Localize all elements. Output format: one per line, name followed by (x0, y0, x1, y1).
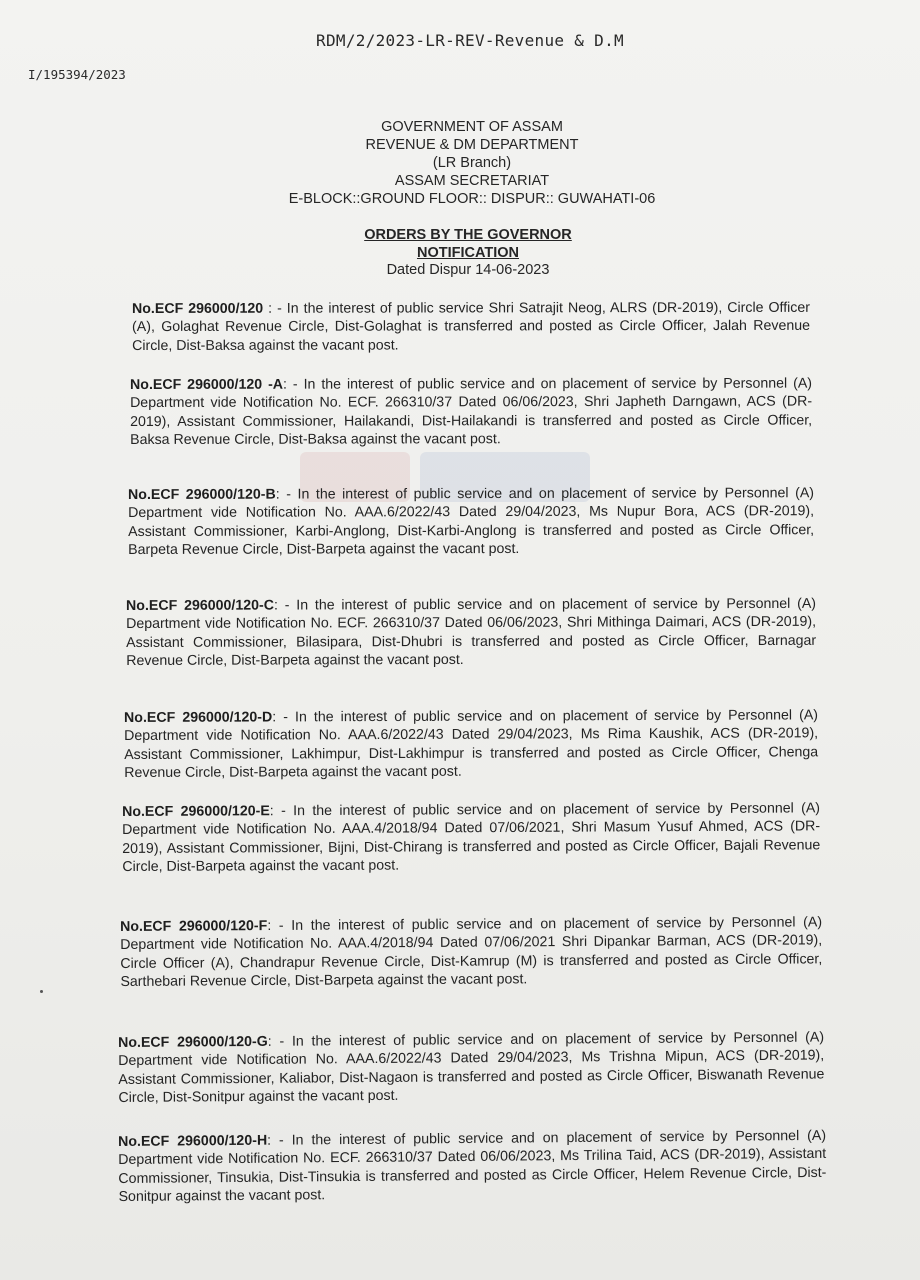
letterhead (0, 118, 920, 208)
stray-mark (40, 990, 43, 993)
notification-number: No.ECF 296000/120-G (118, 1033, 268, 1051)
notification-paragraph-3 (128, 484, 814, 559)
notification-number: No.ECF 296000/120-D (124, 709, 273, 726)
notification-paragraph-6 (122, 799, 820, 876)
notification-number: No.ECF 296000/120-C (126, 597, 275, 614)
notification-paragraph-4 (126, 595, 816, 671)
letterhead-government: GOVERNMENT OF ASSAM (381, 119, 563, 135)
letterhead-branch: (LR Branch) (432, 155, 512, 171)
notification-text: : - In the interest of public service and on placement of service by Personnel (A) Department vide Notification No. AAA.4/2018/94 Dated 07/06/2021, Shri Masum Yusuf Ahmed, ACS (DR-2019), Assistant Commissioner, Bijni, Dist-Chirang is transferred and posted as Circle Officer, Bajali Revenue Circle, Dist-Barpeta against the vacant post. (122, 800, 821, 876)
notification-text: : - In the interest of public service Shri Satrajit Neog, ALRS (DR-2019), Circle Officer (A), Golaghat Revenue Circle, Dist-Golaghat is transferred and posted as Circle Officer, Jalah Revenue Circle, Dist-Baksa against the vacant post. (132, 299, 811, 354)
letterhead-address: E-BLOCK::GROUND FLOOR:: DISPUR:: GUWAHATI-06 (288, 191, 656, 207)
notification-paragraph-5 (124, 706, 818, 782)
file-reference-header: RDM/2/2023-LR-REV-Revenue & D.M (316, 31, 624, 50)
notification-number: No.ECF 296000/120-B (128, 486, 276, 503)
orders-heading (0, 227, 920, 280)
notification-paragraph-7 (120, 913, 822, 991)
notification-number: No.ECF 296000/120-H (118, 1132, 268, 1150)
notification-number: No.ECF 296000/120-E (122, 803, 270, 820)
notification-text: : - In the interest of public service and on placement of service by Personnel (A) Department vide Notification No. AAA.4/2018/94 Dated 07/06/2021 Shri Dipankar Barman, ACS (DR-2019), Circle Officer (A), Chandrapur Revenue Circle, Dist-Kamrup (M) is transferred and posted as Circle Officer, Sarthebari Revenue Circle, Dist-Barpeta against the vacant post. (120, 914, 823, 991)
letterhead-department: REVENUE & DM DEPARTMENT (365, 137, 579, 153)
notification-number: No.ECF 296000/120-F (120, 918, 268, 935)
notification-text: : - In the interest of public service and on placement of service by Personnel (A) Department vide Notification No. AAA.6/2022/43 Dated 29/04/2023, Ms Rima Kaushik, ACS (DR-2019), Assistant Commissioner, Lakhimpur, Dist-Lakhimpur is transferred and posted as Circle Officer, Chenga Revenue Circle, Dist-Barpeta against the vacant post. (124, 707, 819, 782)
notification-text: : - In the interest of public service and on placement of service by Personnel (A) Department vide Notification No. ECF. 266310/37 Dated 06/06/2023, Ms Trilina Taid, ACS (DR-2019), Assistant Commissioner, Tinsukia, Dist-Tinsukia is transferred and posted as Circle Officer, Helem Revenue Circle, Dist-Sonitpur against the vacant post. (118, 1127, 827, 1206)
notification-number: No.ECF 296000/120 (132, 300, 264, 317)
letterhead-secretariat: ASSAM SECRETARIAT (394, 173, 550, 189)
notification-date: Dated Dispur 14-06-2023 (386, 262, 550, 278)
notification-text: : - In the interest of public service and on placement of service by Personnel (A) Department vide Notification No. AAA.6/2022/43 Dated 29/04/2023, Ms Trishna Mipun, ACS (DR-2019), Assistant Commissioner, Kaliabor, Dist-Nagaon is transferred and posted as Circle Officer, Biswanath Revenue Circle, Dist-Sonitpur against the vacant post. (118, 1029, 825, 1107)
document-reference-number: I/195394/2023 (28, 67, 126, 82)
notification-paragraph-9 (118, 1127, 827, 1207)
notification-text: : - In the interest of public service and on placement of service by Personnel (A) Department vide Notification No. ECF. 266310/37 Dated 06/06/2023, Shri Japheth Darngawn, ACS (DR-2019), Assistant Commissioner, Hailakandi, Dist-Hailakandi is transferred and posted as Circle Officer, Baksa Revenue Circle, Dist-Baksa against the vacant post. (130, 375, 813, 449)
orders-title: ORDERS BY THE GOVERNOR (364, 227, 572, 243)
notification-paragraph-1 (132, 299, 810, 355)
notification-paragraph-8 (118, 1028, 825, 1107)
notification-title: NOTIFICATION (416, 244, 520, 261)
notification-text: : - In the interest of public service and on placement of service by Personnel (A) Department vide Notification No. ECF. 266310/37 Dated 06/06/2023, Shri Mithinga Daimari, ACS (DR-2019), Assistant Commissioner, Bilasipara, Dist-Dhubri is transferred and posted as Circle Officer, Barnagar Revenue Circle, Dist-Barpeta against the vacant post. (126, 595, 817, 670)
notification-number: No.ECF 296000/120 -A (130, 376, 284, 393)
notification-paragraph-2 (130, 375, 812, 450)
notification-text: : - In the interest of public service and on placement of service by Personnel (A) Department vide Notification No. AAA.6/2022/43 Dated 29/04/2023, Ms Nupur Bora, ACS (DR-2019), Assistant Commissioner, Karbi-Anglong, Dist-Karbi-Anglong is transferred and posted as Circle Officer, Barpeta Revenue Circle, Dist-Barpeta against the vacant post. (128, 485, 815, 559)
